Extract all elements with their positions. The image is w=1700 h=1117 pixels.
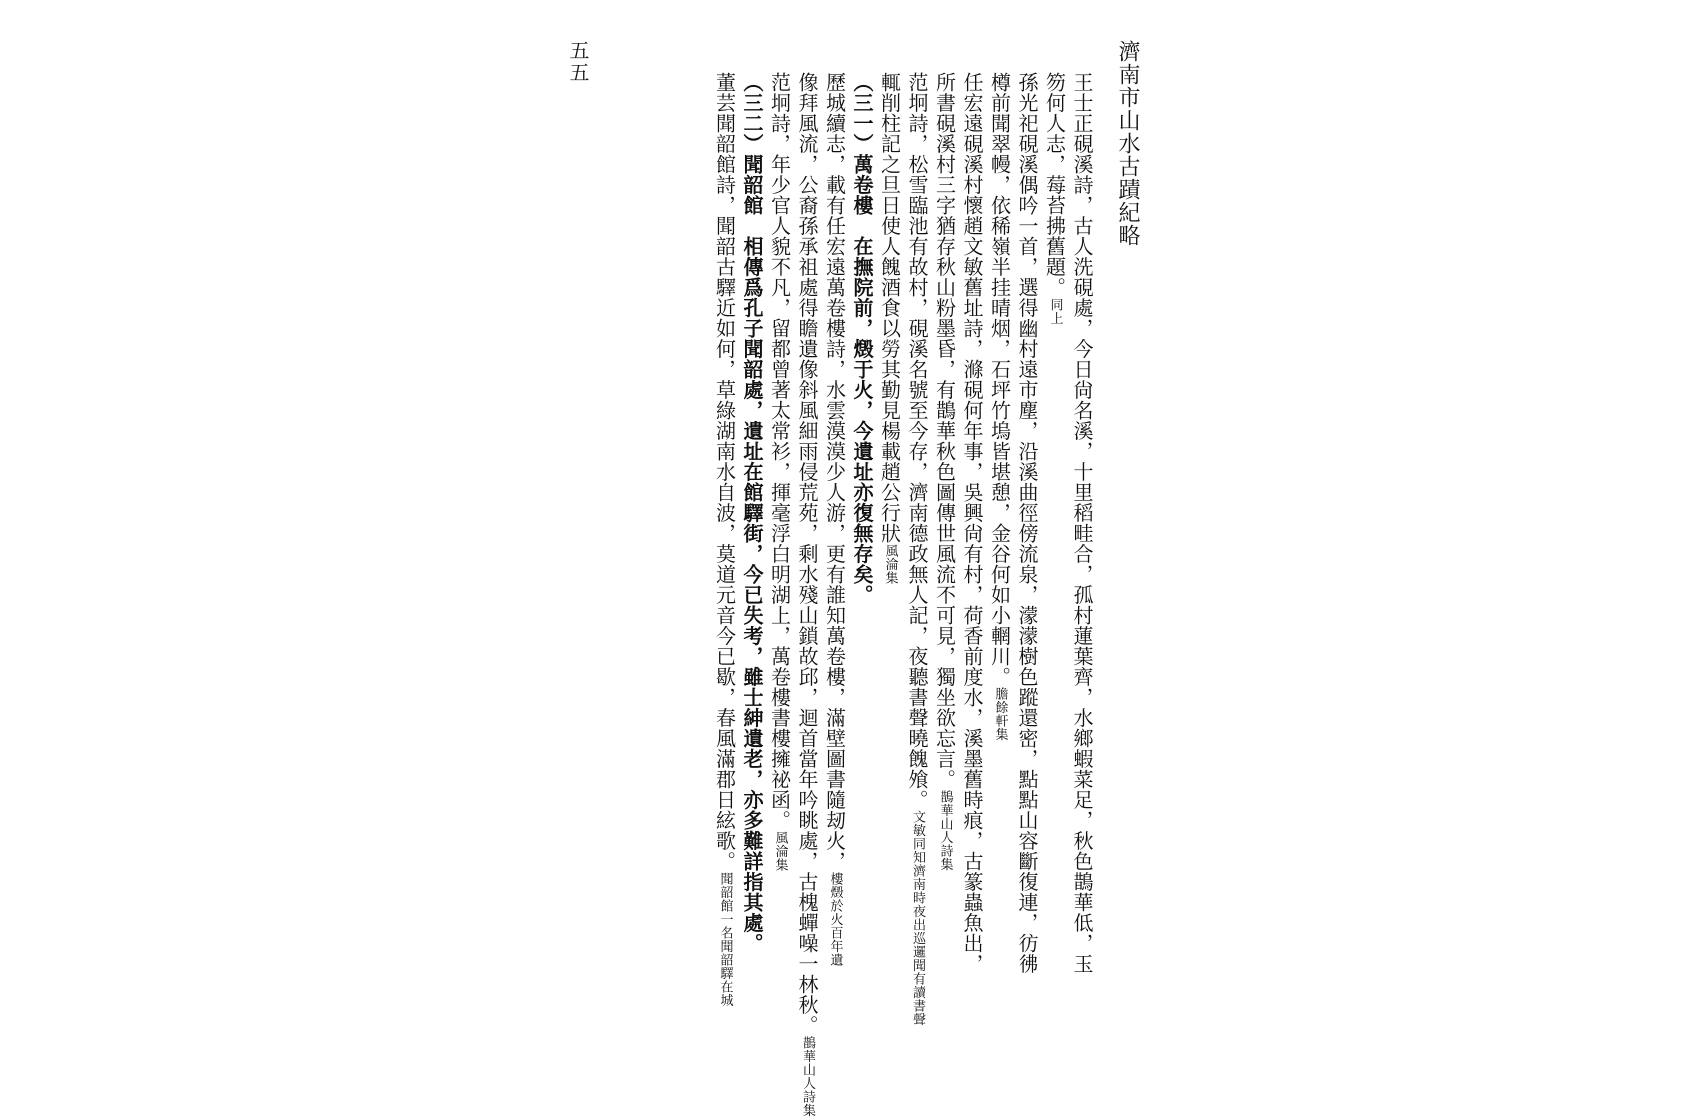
line-text: 所書硯溪村三字猶存秋山粉墨昏，有鵲華秋色圖傳世風流不可見，獨坐欲忘言。 — [932, 72, 957, 790]
annotation-note: 風淪集 — [882, 543, 898, 584]
text-line — [903, 72, 931, 1026]
annotation-note: 聞韶館一名聞韶驛在城 — [717, 871, 733, 1007]
text-line — [1040, 72, 1068, 812]
page-header: 濟南市山水古蹟紀略 — [1115, 40, 1140, 247]
annotation-note: 膽餘軒集 — [992, 687, 1008, 741]
annotation-note: 鵲華山人詩集 — [800, 1035, 815, 1117]
text-line — [875, 72, 903, 812]
annotation-note: 鵲華山人詩集 — [937, 789, 953, 871]
annotation-note: 同上 — [1047, 297, 1063, 325]
text-line — [1013, 72, 1041, 974]
line-text: 樽前聞翠幔，依稀嶺半挂晴烟，石坪竹塢皆堪憩，金谷何如小輞川。 — [987, 72, 1012, 687]
text-line — [710, 72, 738, 1007]
annotation-note: 樓燬於火百年遺 — [827, 871, 843, 966]
line-text: （三一）萬卷樓 在撫院前，燬于火，今遺址亦復無存矣。 — [850, 72, 874, 605]
text-line — [765, 72, 793, 871]
text-line — [738, 72, 766, 954]
text-line — [930, 72, 958, 871]
line-text: 像拜風流，公裔孫承祖處得瞻遺像斜風細雨侵荒苑，剩水殘山鎖故邱，迴首當年吟眺處，古槐蟬噪一林秋。 — [795, 72, 819, 1036]
annotation-note: 文敏同知濟南時夜出巡邏聞有讀書聲 — [910, 810, 925, 1026]
text-line — [958, 72, 986, 974]
line-text: 笏何人志，莓苔拂舊題。 — [1042, 72, 1067, 298]
line-text: 任宏遠硯溪村懷趙文敏舊址詩，滌硯何年事，吳興尙有村，荷香前度水，溪墨舊時痕，古篆蟲魚出， — [960, 72, 984, 974]
text-line — [820, 72, 848, 966]
page-number: 五五 — [566, 40, 590, 84]
line-text: 孫光祀硯溪偶吟一首，選得幽村遠市塵，沿溪曲徑傍流泉，濛濛樹色蹤還密，點點山容斷復連，彷彿 — [1015, 72, 1039, 974]
scanned-page — [565, 40, 1140, 1117]
line-text: （三二）聞韶館 相傳爲孔子聞韶處，遺址在館驛街，今已失考，雖士紳遺老，亦多難詳指其處。 — [740, 72, 764, 954]
text-line — [985, 72, 1013, 812]
line-text: 輒削柱記之旦日使人餽酒食以勞其勤見楊載趙公行狀 — [877, 72, 902, 544]
line-text: 董芸聞韶館詩，聞韶古驛近如何，草綠湖南水自波，莫道元音今已歇，春風滿郡日絃歌。 — [712, 72, 737, 872]
text-line — [848, 72, 876, 812]
text-line — [793, 72, 821, 1117]
text-line — [1068, 72, 1096, 974]
line-text: 歷城續志，載有任宏遠萬卷樓詩，水雲漠漠少人游，更有誰知萬卷樓，滿壁圖書隨刼火， — [822, 72, 847, 872]
line-text: 王士正硯溪詩，古人洗硯處，今日尙名溪，十里稻畦合，孤村蓮葉齊，水鄉蝦菜足，秋色鵲華低，玉 — [1070, 72, 1094, 974]
body-text — [595, 72, 1095, 1117]
line-text: 范坰詩，松雪臨池有故村，硯溪名號至今存，濟南德政無人記，夜聽書聲曉餽飧。 — [905, 72, 929, 810]
line-text: 范坰詩，年少官人貌不凡，留都曾著太常衫，揮毫浮白明湖上，萬卷樓書樓擁祕函。 — [767, 72, 792, 831]
annotation-note: 風淪集 — [772, 830, 788, 871]
